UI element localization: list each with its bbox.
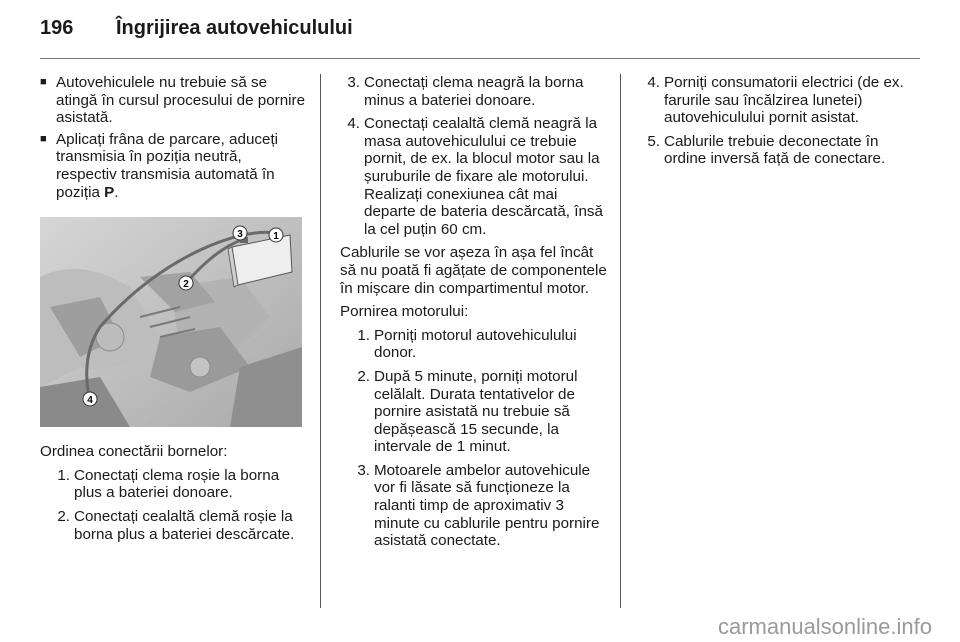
list-text: După 5 minute, porniți motorul celălalt. Durata tentativelor de pornire asistată nu trebuie să depășească 15 secunde, la intervale de 1 minut. (374, 367, 578, 456)
list-text: Porniți motorul autovehiculului donor. (374, 326, 577, 362)
list-number: 2. (57, 507, 70, 525)
bullet-item (40, 131, 306, 201)
figure-label-2: 2 (183, 279, 189, 291)
list-text: Conectați clema roșie la borna plus a bateriei donoare. (74, 466, 280, 502)
list-number: 4. (647, 74, 660, 91)
bullet-end: . (114, 183, 119, 201)
list-text: Cablurile trebuie deconectate în ordine inversă față de conectare. (664, 132, 886, 168)
figure-label-4: 4 (87, 395, 93, 407)
list-number: 4. (347, 115, 360, 133)
list-item (640, 133, 910, 168)
engine-bay-drawing (40, 217, 302, 427)
bullet-square-icon: ■ (40, 132, 47, 145)
order-title: Ordinea conectării bornelor: (40, 443, 228, 461)
list-number: 1. (57, 466, 70, 484)
list-text: Conectați clema neagră la borna minus a bateriei donoare. (364, 74, 584, 109)
column-divider-1 (320, 74, 321, 608)
gear-position-p: P (104, 183, 115, 201)
column-1 (40, 74, 306, 549)
list-item (50, 508, 306, 543)
list-number: 5. (647, 132, 660, 150)
list-item (350, 462, 608, 550)
list-text: Conectați cealaltă clemă neagră la masa autovehiculului ce trebuie pornit, de ex. la blocul motor sau la șuruburile de fixare ale motorului. Realizați conexiunea cât mai departe de bateria descărcată, însă la cel puțin 60 cm. (364, 115, 603, 238)
list-text: Motoarele ambelor autovehicule vor fi lăsate să funcționeze la ralanti timp de aproximativ 3 minute cu cablurile pentru pornire asistată conectate. (374, 461, 600, 550)
page-title: Îngrijirea autovehiculului (116, 16, 353, 39)
start-title: Pornirea motorului: (340, 303, 469, 321)
page-number: 196 (40, 16, 74, 39)
bullet-text: Autovehiculele nu trebuie să se atingă în cursul procesului de pornire asistată. (56, 74, 306, 127)
figure-label-3: 3 (237, 229, 243, 241)
bullet-text: Aplicați frâna de parcare, aduceți transmisia în poziția neutră, respectiv transmisia automată în poziția (56, 130, 279, 201)
bullet-square-icon: ■ (40, 76, 47, 88)
list-item (340, 74, 608, 109)
list-text: Conectați cealaltă clemă roșie la borna plus a bateriei descărcate. (74, 507, 295, 543)
list-number: 3. (357, 461, 370, 479)
figure-label-1: 1 (273, 231, 279, 243)
list-item (340, 115, 608, 238)
cables-paragraph: Cablurile se vor așeza în așa fel încât să nu poată fi agățate de componentele în mișcare din compartimentul motor. (340, 244, 607, 297)
watermark: carmanualsonline.info (717, 614, 932, 639)
page-header (40, 8, 353, 48)
list-item (350, 368, 608, 456)
column-divider-2 (620, 74, 621, 608)
jump-start-illustration (40, 217, 302, 427)
list-item (350, 327, 608, 362)
list-item (640, 74, 910, 127)
list-number: 2. (357, 367, 370, 385)
list-number: 1. (357, 326, 370, 344)
column-3 (640, 74, 910, 174)
header-rule (40, 58, 920, 59)
column-2 (340, 74, 608, 556)
list-number: 3. (347, 74, 360, 91)
list-text: Porniți consumatorii electrici (de ex. farurile sau încălzirea lunetei) autovehiculului pornit asistat. (664, 74, 904, 127)
list-item (50, 467, 306, 502)
bullet-item (40, 74, 306, 127)
